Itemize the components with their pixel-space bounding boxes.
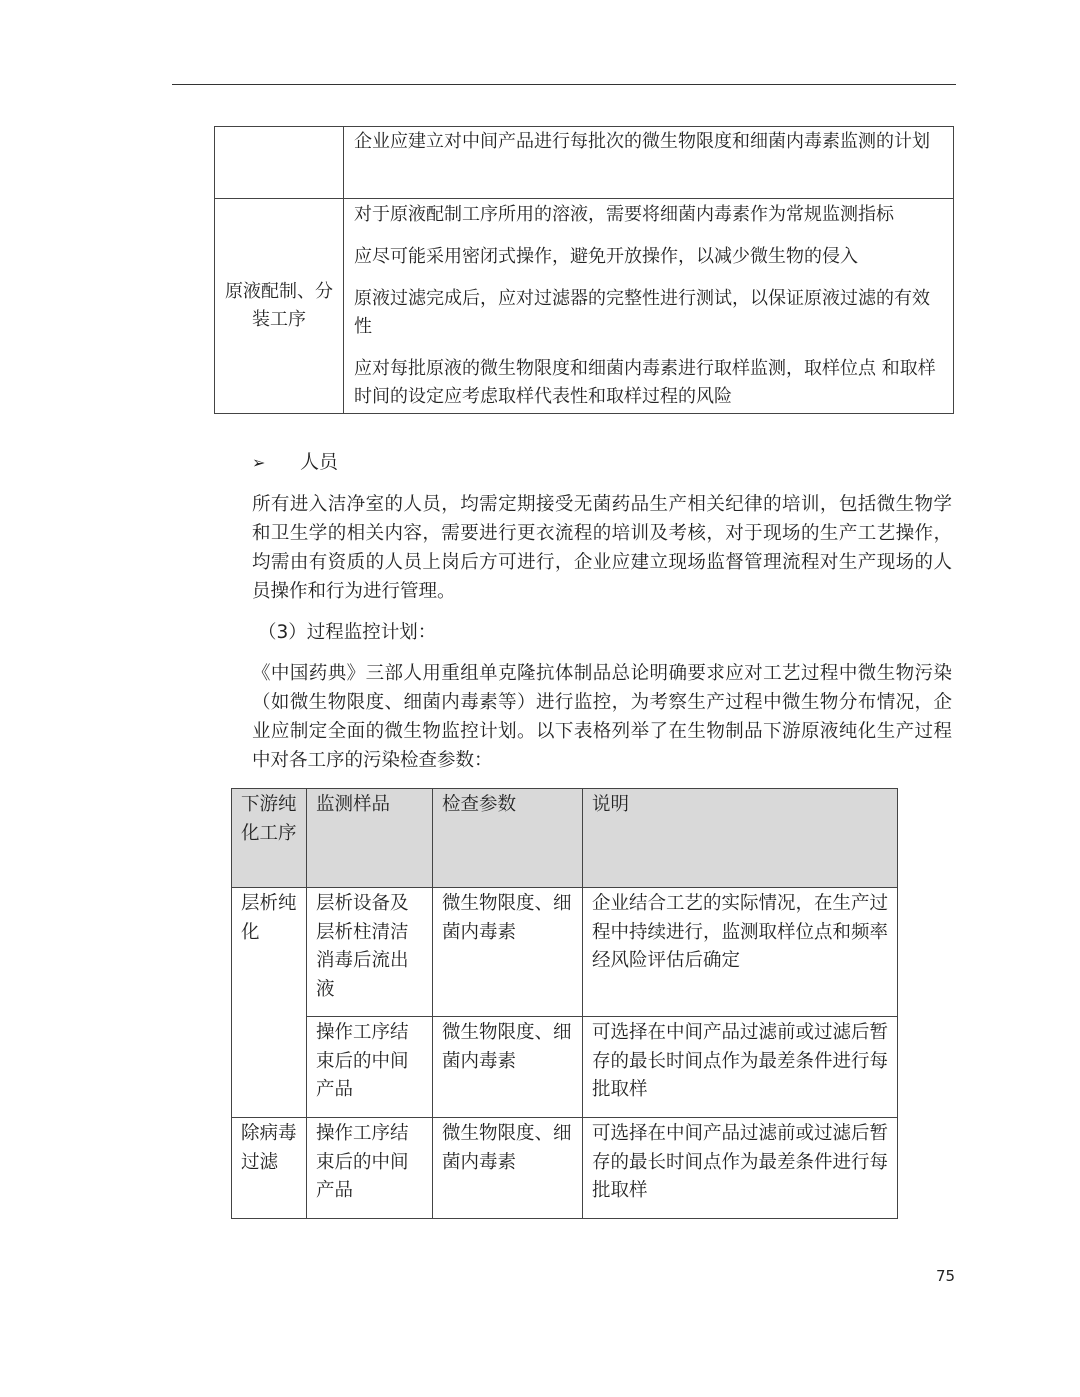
step-cell: 层析纯化 xyxy=(232,888,307,1118)
arrow-bullet-icon: ➢ xyxy=(252,453,266,472)
note-cell: 企业结合工艺的实际情况，在生产过程中持续进行，监测取样位点和频率经风险评估后确定 xyxy=(583,888,898,1017)
requirement-item: 企业应建立对中间产品进行每批次的微生物限度和细菌内毒素监测的计划 xyxy=(354,131,930,152)
table-header-row xyxy=(232,789,898,888)
sample-cell: 层析设备及层析柱清洁消毒后流出液 xyxy=(307,888,433,1017)
personnel-paragraph: 所有进入洁净室的人员，均需定期接受无菌药品生产相关纪律的培训，包括微生物学和卫生学的相关内容，需要进行更衣流程的培训及考核，对于现场的生产工艺操作，均需由有资质的人员上岗后方可进行，企业应建立现场监督管理流程对生产现场的人员操作和行为进行管理。 xyxy=(252,494,952,602)
process-requirements-table xyxy=(214,126,954,414)
personnel-heading xyxy=(252,448,338,477)
table-row xyxy=(232,1017,898,1118)
requirement-item: 应尽可能采用密闭式操作，避免开放操作，以减少微生物的侵入 xyxy=(354,246,858,267)
table-row xyxy=(215,127,954,199)
requirement-item: 原液过滤完成后，应对过滤器的完整性进行测试，以保证原液过滤的有效性 xyxy=(354,288,930,337)
params-cell: 微生物限度、细菌内毒素 xyxy=(433,1118,583,1219)
monitoring-plan-heading: （3）过程监控计划： xyxy=(258,622,437,643)
params-cell: 微生物限度、细菌内毒素 xyxy=(433,888,583,1017)
column-header: 说明 xyxy=(583,789,898,888)
column-header: 检查参数 xyxy=(433,789,583,888)
stage-cell: 原液配制、分装工序 xyxy=(215,199,344,414)
note-cell: 可选择在中间产品过滤前或过滤后暂存的最长时间点作为最差条件进行每批取样 xyxy=(583,1017,898,1118)
table-row xyxy=(232,888,898,1017)
sample-cell: 操作工序结束后的中间产品 xyxy=(307,1017,433,1118)
requirements-cell xyxy=(344,199,954,414)
note-cell: 可选择在中间产品过滤前或过滤后暂存的最长时间点作为最差条件进行每批取样 xyxy=(583,1118,898,1219)
sample-cell: 操作工序结束后的中间产品 xyxy=(307,1118,433,1219)
params-cell: 微生物限度、细菌内毒素 xyxy=(433,1017,583,1118)
requirement-item: 应对每批原液的微生物限度和细菌内毒素进行取样监测，取样位点 和取样时间的设定应考虑取样代表性和取样过程的风险 xyxy=(354,358,936,407)
monitoring-plan-paragraph: 《中国药典》三部人用重组单克隆抗体制品总论明确要求应对工艺过程中微生物污染（如微生物限度、细菌内毒素等）进行监控，为考察生产过程中微生物分布情况，企业应制定全面的微生物监控计划。以下表格列举了在生物制品下游原液纯化生产过程中对各工序的污染检查参数： xyxy=(252,663,952,771)
personnel-heading-text: 人员 xyxy=(300,451,339,473)
table-row xyxy=(232,1118,898,1219)
requirement-item: 对于原液配制工序所用的溶液，需要将细菌内毒素作为常规监测指标 xyxy=(354,204,894,225)
column-header: 下游纯化工序 xyxy=(232,789,307,888)
page-number: 75 xyxy=(936,1267,956,1285)
requirements-cell xyxy=(344,127,954,199)
step-cell: 除病毒过滤 xyxy=(232,1118,307,1219)
stage-cell xyxy=(215,127,344,199)
column-header: 监测样品 xyxy=(307,789,433,888)
header-rule xyxy=(172,84,956,85)
table-row xyxy=(215,199,954,414)
monitoring-parameters-table xyxy=(231,788,898,1219)
